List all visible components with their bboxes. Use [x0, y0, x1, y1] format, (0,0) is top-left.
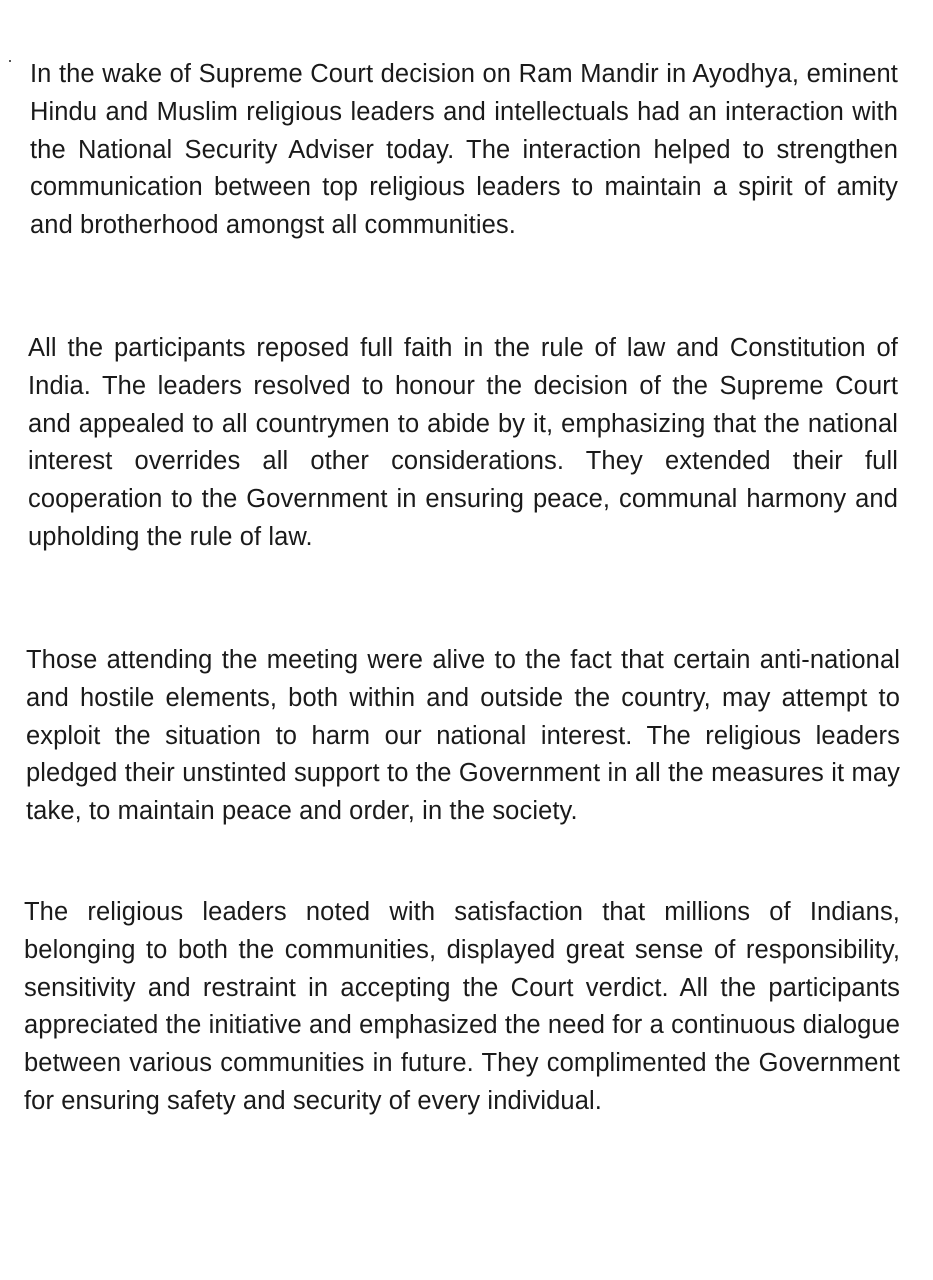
- paragraph-2: All the participants reposed full faith in the rule of law and Constitution of India. The leaders resolved to honour the decision of the Supreme Court and appealed to all countrymen to abide by it, emphasizing that the national interest overrides all other considerations. They extended their full cooperation to the Government in ensuring peace, communal harmony and upholding the rule of law.: [28, 334, 898, 551]
- paragraph-3: Those attending the meeting were alive to the fact that certain anti-national and hostile elements, both within and outside the country, may attempt to exploit the situation to harm our national interest. The religious leaders pledged their unstinted support to the Government in all the measures it may take, to maintain peace and order, in the society.: [26, 646, 900, 826]
- paragraph-4: The religious leaders noted with satisfaction that millions of Indians, belonging to both the communities, displayed great sense of responsibility, sensitivity and restraint in accepting the Court verdict. All the participants appreciated the initiative and emphasized the need for a continuous dialogue between various communities in future. They complimented the Government for ensuring safety and security of every individual.: [24, 898, 900, 1115]
- paragraph-1: In the wake of Supreme Court decision on Ram Mandir in Ayodhya, eminent Hindu and Muslim religious leaders and intellectuals had an interaction with the National Security Adviser today. The interaction helped to strengthen communication between top religious leaders to maintain a spirit of amity and brotherhood amongst all communities.: [30, 60, 898, 240]
- margin-mark: [9, 60, 11, 62]
